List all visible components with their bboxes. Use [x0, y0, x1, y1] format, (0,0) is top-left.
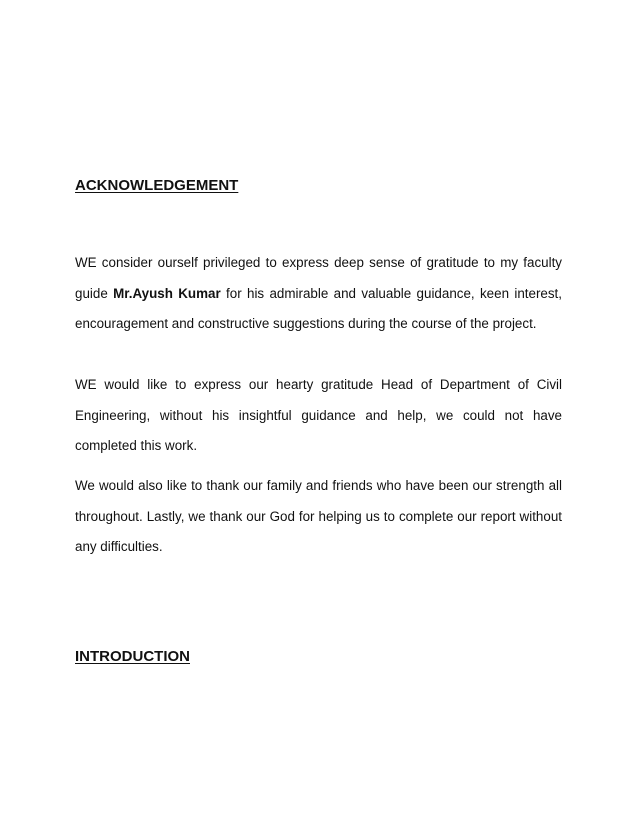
acknowledgement-paragraph-3: We would also like to thank our family and friends who have been our strength all throughout. Lastly, we thank our God for helping us to complete our report without any difficulties.: [75, 478, 562, 554]
acknowledgement-heading: ACKNOWLEDGEMENT: [75, 177, 239, 194]
paragraph-1-text-end: for his admirable and valuable guidance, keen interest, encouragement and constructive suggestions during the course of the project.: [75, 285, 562, 331]
faculty-guide-name: Mr.Ayush Kumar: [113, 285, 221, 301]
introduction-heading: INTRODUCTION: [75, 648, 190, 665]
acknowledgement-paragraph-1: [75, 248, 562, 340]
acknowledgement-paragraph-2: WE would like to express our hearty gratitude Head of Department of Civil Engineering, without his insightful guidance and help, we could not have completed this work.: [75, 377, 562, 453]
paragraph-1-text-start: WE consider ourself privileged to express deep sense of gratitude to my faculty guide: [75, 255, 562, 301]
